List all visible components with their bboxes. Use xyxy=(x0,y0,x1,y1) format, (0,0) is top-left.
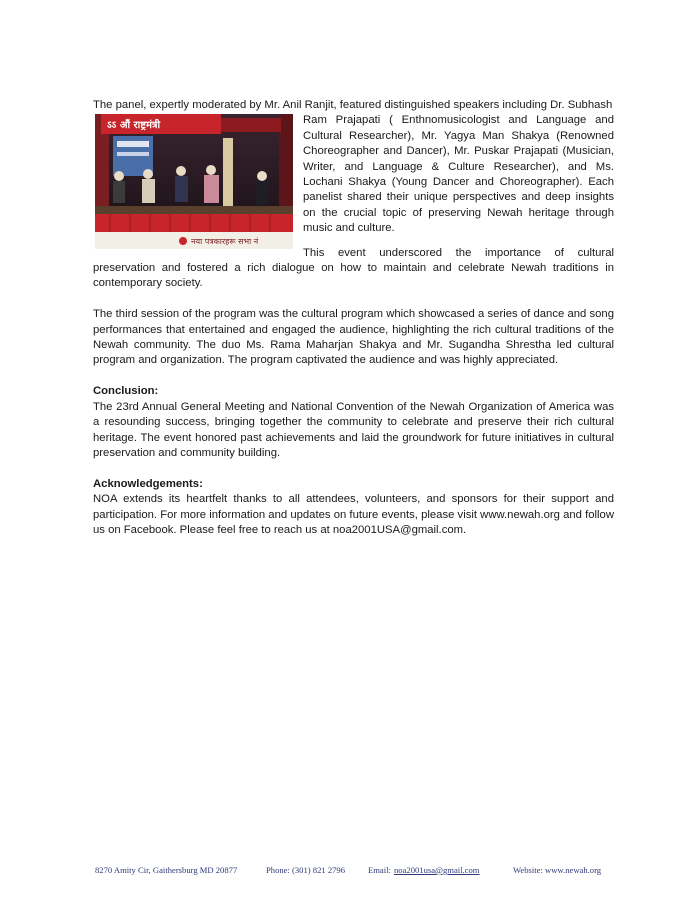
third-session-paragraph: The third session of the program was the cultural program which showcased a series of dance and song performances that entertained and engaged the audience, highlighting the rich cultural traditions of the Newah community. The duo Ms. Rama Maharjan Shakya and Mr. Sugandha Shrestha led cultural program and organization. The program captivated the audience and was highly appreciated. xyxy=(93,308,614,367)
paragraph-gap xyxy=(93,369,614,384)
page-footer xyxy=(0,865,695,879)
footer-website[interactable]: Website: www.newah.org xyxy=(513,865,602,875)
event-paragraph-text: This event underscored the importance of cultural preservation and fostered a rich dialogue on how to maintain and celebrate Newah traditions in contemporary society. xyxy=(93,246,614,290)
panel-paragraph-first-line: The panel, expertly moderated by Mr. Anil Ranjit, featured distinguished speakers including Dr. Subhash xyxy=(93,99,613,111)
footer-phone: Phone: (301) 821 2796 xyxy=(266,865,346,875)
acknowledgements-heading: Acknowledgements: xyxy=(93,477,203,490)
panel-paragraph xyxy=(93,98,614,247)
document-body xyxy=(93,98,614,538)
event-paragraph xyxy=(93,246,614,292)
panel-paragraph-body: Ram Prajapati ( Enthnomusicologist and Language and Cultural Researcher), Mr. Yagya Man Shakya (Renowned Choreographer and Dancer), Mr. Puskar Prajapati (Musician, Writer, and Language & Culture Researcher), and Ms. Lochani Shakya (Young Dancer and Choreographer). Each panelist shared their unique perspectives and deep insights on the crucial topic of preserving Newah heritage through music and culture. xyxy=(303,114,614,235)
photo-banner-text: ऽऽ औं राष्ट्रमंत्री xyxy=(107,120,161,132)
acknowledgements-paragraph: NOA extends its heartfelt thanks to all attendees, volunteers, and sponsors for their support and participation. For more information and updates on future events, please visit www.newah.org and follow us on Facebook. Please feel free to reach us at noa2001USA@gmail.com. xyxy=(93,493,614,536)
paragraph-gap xyxy=(93,461,614,476)
conclusion-heading: Conclusion: xyxy=(93,385,159,398)
paragraph-gap xyxy=(93,292,614,307)
photo-caption-text: नया पत्रकारहरू सभा नं xyxy=(191,237,259,247)
panel-stage-photo xyxy=(95,114,293,249)
conclusion-paragraph: The 23rd Annual General Meeting and National Convention of the Newah Organization of America was a resounding success, bringing together the community to celebrate and preserve their rich cultural heritage. The event honored past achievements and laid the groundwork for future initiatives in cultural preservation and community building. xyxy=(93,400,614,459)
footer-address: 8270 Amity Cir, Gaithersburg MD 20877 xyxy=(95,865,238,875)
footer-email-label: Email: xyxy=(368,865,391,875)
stage-photo-graphic xyxy=(95,114,293,249)
footer-email-link[interactable]: noa2001usa@gmail.com xyxy=(394,865,480,875)
